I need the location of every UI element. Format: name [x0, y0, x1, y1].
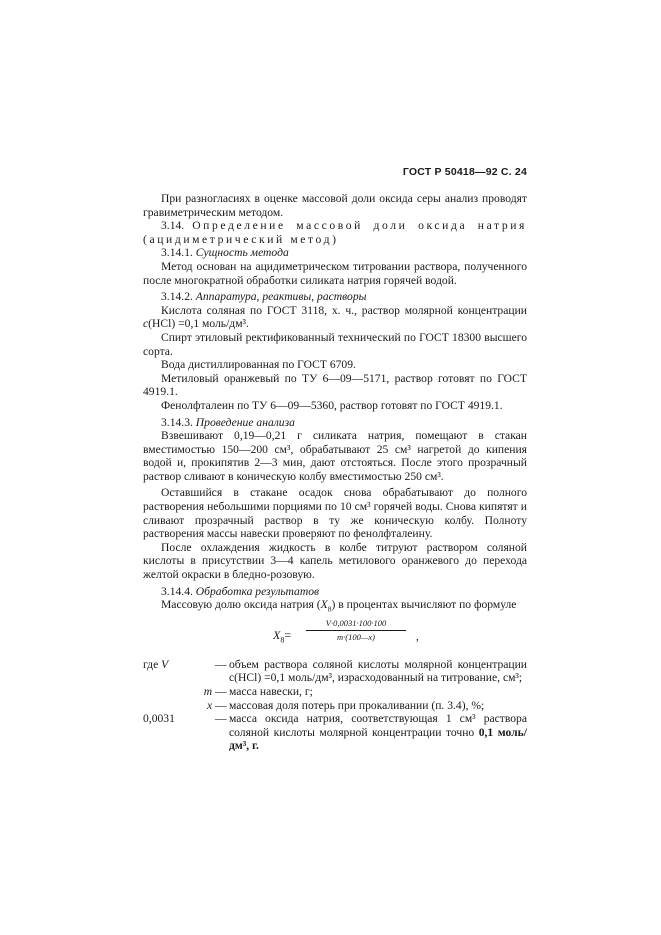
- paragraph-method-basis: Метод основан на ацидиметрическом титровании раствора, полученного после многократной обработки силиката натрия горячей водой.: [143, 259, 527, 287]
- definition-symbol: [143, 658, 215, 672]
- formula-equals: =: [284, 627, 292, 642]
- text-segment: Кислота соляная по ГОСТ 3118, х. ч., раствор молярной концентрации: [161, 303, 527, 317]
- section-3-14-4-heading: [143, 585, 527, 599]
- page-header: ГОСТ Р 50418—92 С. 24: [402, 166, 527, 178]
- definition-symbol: [143, 685, 215, 699]
- definition-symbol: 0,0031: [143, 712, 175, 726]
- paragraph-ethanol: Спирт этиловый ректификованный технический по ГОСТ 18300 высшего сорта.: [143, 330, 527, 358]
- formula-fraction: [306, 618, 406, 643]
- paragraph-phenolphthalein: Фенолфталеин по ТУ 6—09—5360, раствор готовят по ГОСТ 4919.1.: [161, 398, 503, 412]
- definition-text: массовая доля потерь при прокаливании (п. 3.4), %;: [229, 698, 485, 712]
- section-number: 3.14.2.: [161, 290, 193, 304]
- definition-dash: —: [215, 712, 227, 726]
- definition-item: [143, 699, 527, 713]
- definition-text: масса навески, г;: [229, 685, 313, 698]
- definition-variable: m: [203, 685, 213, 698]
- section-title: Проведение анализа: [195, 415, 295, 429]
- section-3-14-2-heading: [143, 290, 527, 304]
- definition-symbol: [143, 699, 215, 713]
- paragraph-formula-intro: [143, 598, 527, 612]
- text-segment: (HCl) =0,1 моль/дм³.: [148, 317, 249, 331]
- definition-dash: —: [215, 698, 227, 712]
- definition-variable: V: [161, 657, 169, 671]
- definition-dash: —: [215, 657, 227, 671]
- definition-item: [143, 685, 527, 699]
- formula-comma: ,: [416, 629, 419, 643]
- section-title: Сущность метода: [195, 246, 289, 260]
- section-3-14-1-heading: [143, 246, 527, 260]
- section-title: Обработка результатов: [195, 584, 320, 598]
- definition-text-main: масса оксида натрия, соответствующая 1 см³ раствора соляной кислоты молярной концентрации точно: [229, 712, 527, 739]
- definition-variable: x: [206, 698, 213, 712]
- definition-text-bold: 0,1 моль/дм³, г.: [229, 725, 527, 753]
- text-segment-italic: X: [320, 598, 328, 612]
- definition-prefix: где: [143, 657, 159, 671]
- document-body: [143, 192, 527, 753]
- paragraph-disagreement: При разногласиях в оценке массовой доли оксида серы анализ проводят гравиметрическим методом.: [143, 192, 527, 219]
- section-title: Аппаратура, реактивы, растворы: [195, 290, 367, 304]
- section-3-14-3-heading: [143, 416, 527, 430]
- formula-denominator: m·(100—x): [336, 631, 375, 642]
- formula-lhs: [273, 629, 291, 643]
- definition-item: [143, 658, 527, 685]
- text-segment: ) в процентах вычисляют по формуле: [331, 598, 517, 612]
- section-number: 3.14.: [161, 219, 185, 233]
- definition-text: объем раствора соляной кислоты молярной концентрации c(HCl) =0,1 моль/дм³, израсходованный на титрование, см³;: [229, 657, 527, 685]
- paragraph-water: Вода дистиллированная по ГОСТ 6709.: [161, 358, 356, 372]
- paragraph-residue: Оставшийся в стакане осадок снова обрабатывают до полного растворения небольшими порциями по 10 см³ горячей воды. Снова кипятят и сливают прозрачный раствор в ту же коническую колбу. Полноту растворения массы навески проверяют по фенолфталеину.: [143, 486, 527, 541]
- section-number: 3.14.3.: [161, 415, 193, 429]
- definition-dash: —: [215, 685, 227, 698]
- formula-numerator: V·0,0031·100·100: [306, 618, 406, 631]
- formula-subscript: 8: [280, 635, 285, 645]
- text-subscript: 8: [327, 604, 332, 614]
- section-title-method: (ацидиметрический метод): [143, 232, 339, 246]
- paragraph-titration: После охлаждения жидкость в колбе титруют раствором соляной кислоты в присутствии 3—4 капель метилового оранжевого до перехода желтой окраски в бледно-розовую.: [143, 540, 527, 582]
- formula-variable: X: [273, 627, 281, 642]
- definition-item: [143, 712, 527, 753]
- paragraph-weighing: Взвешивают 0,19—0,21 г силиката натрия, помещают в стакан вместимостью 150—200 см³, обрабатывают 25 см³ нагретой до кипения водой и, прокипятив 2—3 мин, дают отстояться. После этого прозрачный раствор сливают в коническую колбу вместимостью 250 см³.: [143, 429, 527, 483]
- paragraph-methyl-orange: Метиловый оранжевый по ТУ 6—09—5171, раствор готовят по ГОСТ 4919.1.: [143, 371, 527, 399]
- section-number: 3.14.1.: [161, 246, 193, 260]
- definition-text: [229, 712, 527, 753]
- section-title: Определение массовой доли оксида натрия: [192, 219, 527, 233]
- formula-block: [143, 614, 527, 656]
- text-segment: Массовую долю оксида натрия (: [161, 598, 321, 612]
- text-segment-italic: c: [143, 317, 149, 331]
- definitions-list: [143, 658, 527, 753]
- section-3-14-heading: [143, 219, 527, 246]
- paragraph-hcl: [143, 304, 527, 331]
- section-number: 3.14.4.: [161, 584, 193, 598]
